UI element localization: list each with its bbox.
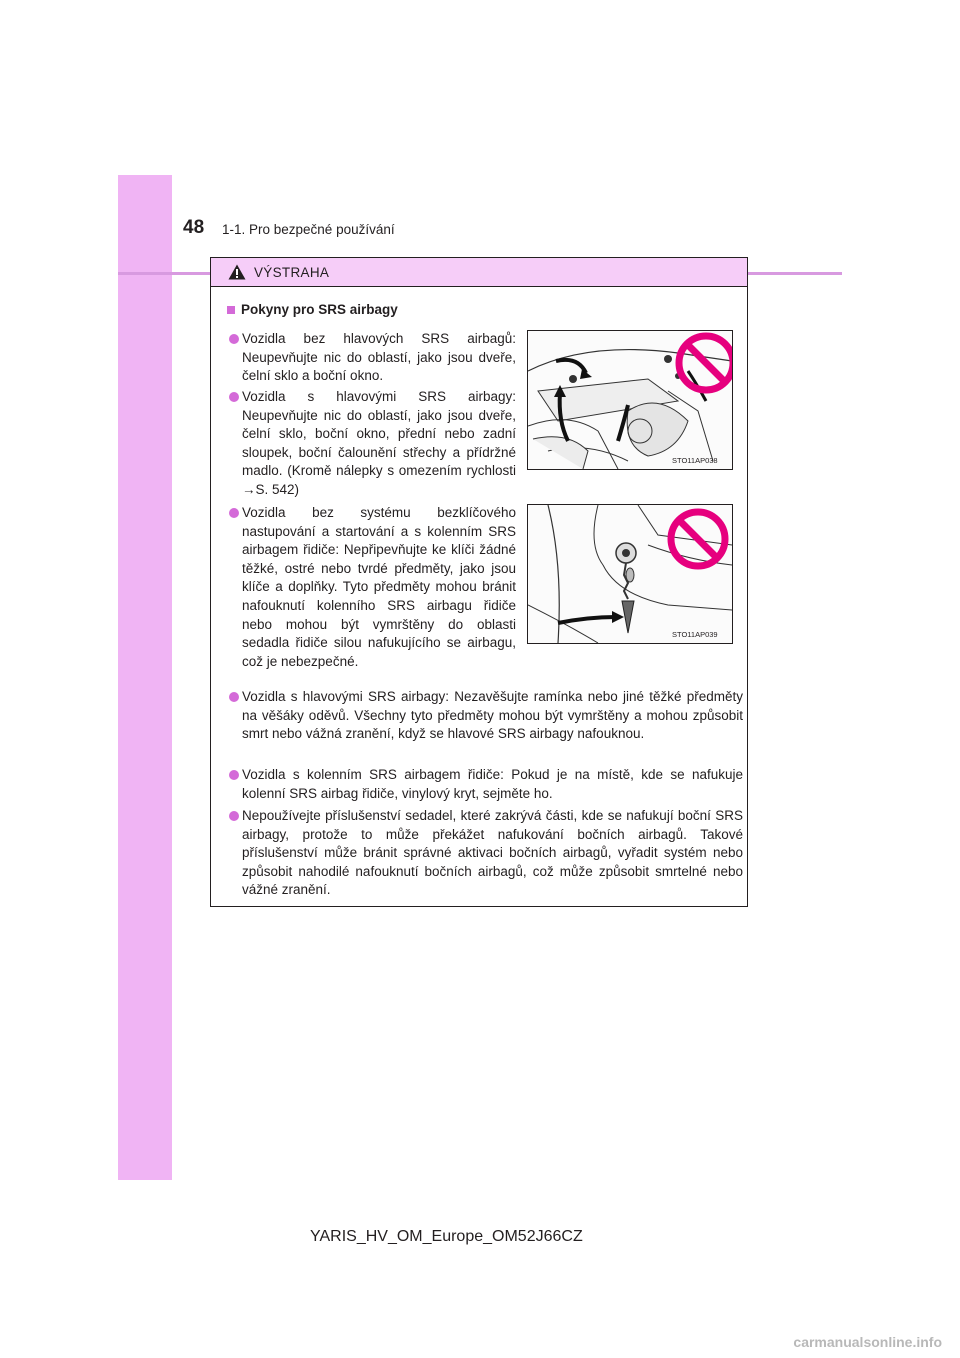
- list-item: [242, 766, 743, 803]
- warning-box: [210, 257, 748, 907]
- round-bullet-icon: [229, 811, 239, 821]
- section-title: 1-1. Pro bezpečné používání: [222, 222, 395, 237]
- document-code: YARIS_HV_OM_Europe_OM52J66CZ: [310, 1228, 583, 1245]
- list-item: [242, 388, 516, 500]
- list-item: [242, 330, 516, 386]
- list-item-text: Vozidla s hlavovými SRS airbagy: Nezavěšujte ramínka nebo jiné těžké předměty na věšáky oděvů. Všechny tyto předměty mohou být vymrštěny a mohou způsobit smrt nebo vážná zranění, když se hlavové SRS airbagy nafouknou.: [242, 689, 743, 742]
- list-item-text: Vozidla s kolenním SRS airbagem řidiče: Pokud je na místě, kde se nafukuje kolenní SRS airbag řidiče, vinylový kryt, sejměte ho.: [242, 767, 743, 801]
- list-item-text: Vozidla s hlavovými SRS airbagy: Neupevňujte nic do oblastí, jako jsou dveře, čelní sklo, boční okno, přední nebo zadní sloupek, boční čalounění střechy a přídržné madlo. (Kromě nálepky s omezením rychlosti →S. 542): [242, 389, 516, 497]
- list-item: [242, 504, 516, 671]
- subheading-text: Pokyny pro SRS airbagy: [241, 302, 398, 317]
- round-bullet-icon: [229, 770, 239, 780]
- round-bullet-icon: [229, 508, 239, 518]
- watermark: carmanualsonline.info: [793, 1334, 942, 1350]
- round-bullet-icon: [229, 392, 239, 402]
- warning-title: VÝSTRAHA: [254, 264, 330, 280]
- page-number: 48: [183, 217, 205, 238]
- list-item: [242, 688, 743, 744]
- figure-code: STO11AP038: [672, 456, 718, 465]
- round-bullet-icon: [229, 692, 239, 702]
- list-item-text: Vozidla bez hlavových SRS airbagů: Neupevňujte nic do oblastí, jako jsou dveře, čelní sklo a boční okno.: [242, 331, 516, 384]
- list-item: [242, 807, 743, 900]
- list-item-text: Vozidla bez systému bezklíčového nastupování a startování a s kolenním SRS airbagem řidiče: Nepřipevňujte ke klíči žádné těžké, ostré nebo tvrdé předměty, jako jsou klíče a doplňky. Tyto předměty mohou bránit nafouknutí kolenního SRS airbagu řidiče nebo mohou být vymrštěny do oblasti sedadla řidiče silou nafukujícího se airbagu, což je nebezpečné.: [242, 505, 516, 669]
- illustration-key-with-heavy-objects: [527, 504, 733, 644]
- square-bullet-icon: [227, 306, 235, 314]
- warning-subheading: [227, 302, 398, 317]
- figure-code: STO11AP039: [672, 630, 718, 639]
- illustration-door-window-area: [527, 330, 733, 470]
- warning-triangle-icon: [228, 264, 246, 280]
- list-item-text: Nepoužívejte příslušenství sedadel, které zakrývá části, kde se nafukují boční SRS airbagy, protože to může překážet nafukování bočních airbagů. Takové příslušenství může bránit správné aktivaci bočních airbagů, vyřadit systém nebo způsobit nahodilé nafouknutí bočních airbagů, což může způsobit smrtelné nebo vážné zranění.: [242, 808, 743, 898]
- warning-header: [211, 258, 747, 287]
- round-bullet-icon: [229, 334, 239, 344]
- chapter-tab-band: [118, 175, 172, 1180]
